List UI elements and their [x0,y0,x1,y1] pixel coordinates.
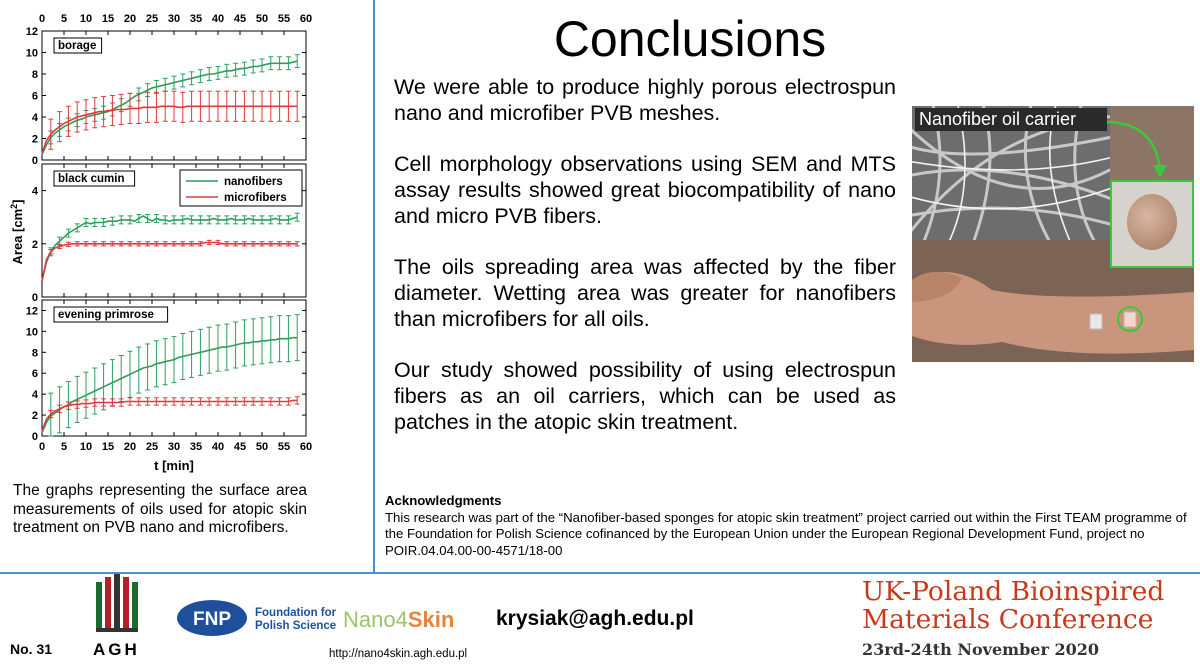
y-axis-label-sup: 2 [9,203,19,209]
y-tick-label: 4 [31,389,38,402]
x-tick-label-top: 30 [167,13,181,25]
x-tick-label-bottom: 20 [123,441,137,453]
x-tick-label-top: 0 [38,13,46,25]
y-tick-label: 4 [31,185,38,198]
fnp-logo-icon [176,598,249,638]
panel-label: black cumin [58,173,125,185]
photo-label: Nanofiber oil carrier [915,108,1107,131]
area-vs-time-charts [0,0,372,480]
y-tick-label: 10 [25,47,38,60]
x-tick-label-bottom: 10 [79,441,93,453]
panel-label: borage [58,40,97,52]
series-line-nanofibers [42,61,297,155]
x-tick-label-top: 25 [145,13,159,25]
x-tick-label-bottom: 30 [167,441,181,453]
conference-name [862,578,1197,634]
fnp-name-line2: Polish Science [255,620,337,632]
y-tick-label: 0 [31,431,38,443]
y-tick-label: 8 [31,69,38,81]
y-tick-label: 2 [31,133,38,146]
fnp-name-line1: Foundation for [255,607,337,619]
acknowledgments [385,493,1190,559]
droplet-inset [1110,180,1194,268]
x-tick-label-bottom: 0 [38,441,46,453]
y-tick-label: 4 [31,112,38,124]
x-tick-label-top: 35 [189,13,203,25]
y-tick-label: 6 [31,368,38,381]
conclusion-paragraph-3: The oils spreading area was affected by the fiber diameter. Wetting area was greater for nanofibers than microfibers for all oils. [394,255,896,331]
y-tick-label: 2 [31,238,38,251]
sem-image [912,106,1110,240]
slide-title: Conclusions [553,11,827,67]
nano4skin-part2: Skin [407,607,455,632]
x-tick-label-top: 15 [101,13,115,25]
series-line-microfibers [42,243,297,282]
y-axis-label-main: Area [cm [10,208,25,265]
conclusions-text [394,74,896,460]
x-tick-label-top: 55 [277,13,291,25]
x-tick-label-bottom: 50 [255,441,269,453]
chart-caption: The graphs representing the surface area measurements of oils used for atopic skin treatment on PVB nano and microfibers. [13,482,307,536]
fnp-name [255,607,336,633]
agh-logo-text: AGH [93,640,140,659]
conference-date: 23rd-24th November 2020 [862,640,1099,659]
acknowledgments-text: This research was part of the “Nanofiber-based sponges for atopic skin treatment” project carried out within the First TEAM programme of the Foundation for Polish Science cofinanced by the European Union under the European Regional Development Fund, project no POIR.04.04.00-00-4571/18-00 [385,509,1187,558]
y-tick-label: 10 [25,326,38,339]
oil-droplet [1127,194,1177,250]
conference-line2: Materials Conference [862,604,1154,635]
poster-number: No. 31 [10,641,53,657]
conference-line1: UK-Poland Bioinspired [862,576,1165,607]
project-url[interactable]: http://nano4skin.agh.edu.pl [329,648,468,660]
series-line-nanofibers [42,216,297,281]
footer-divider [0,572,1200,574]
x-tick-label-top: 45 [233,13,247,25]
series-line-microfibers [42,106,297,153]
series-line-nanofibers [42,338,297,433]
y-tick-label: 2 [31,410,38,423]
y-tick-label: 12 [25,305,38,318]
x-tick-label-bottom: 35 [189,441,203,453]
fnp-logo-text: FNP [193,609,231,630]
y-axis-label-end: ] [10,199,25,204]
legend-label-microfibers: microfibers [224,192,287,204]
conclusion-paragraph-2: Cell morphology observations using SEM and MTS assay results showed great biocompatibility of nano and micro PVB fibers. [394,152,896,228]
contact-email[interactable]: krysiak@agh.edu.pl [496,607,694,630]
vertical-divider [373,0,375,572]
x-tick-label-bottom: 55 [277,441,291,453]
nano4skin-part1: Nano4 [343,607,408,632]
series-line-microfibers [42,400,297,430]
x-tick-label-top: 10 [79,13,93,25]
x-tick-label-bottom: 15 [101,441,115,453]
y-tick-label: 12 [25,26,38,38]
x-tick-label-bottom: 5 [60,441,68,453]
x-tick-label-top: 20 [123,13,137,25]
green-arrow-icon [1100,110,1170,185]
x-tick-label-top: 50 [255,13,269,25]
acknowledgments-title: Acknowledgments [385,493,502,508]
y-tick-label: 0 [31,292,38,304]
x-tick-label-bottom: 45 [233,441,247,453]
panel-label: evening primrose [58,309,154,321]
x-tick-label-top: 5 [60,13,68,25]
x-tick-label-bottom: 25 [145,441,159,453]
x-tick-label-top: 40 [211,13,225,25]
x-tick-label-bottom: 40 [211,441,225,453]
legend-label-nanofibers: nanofibers [224,176,283,188]
conclusion-paragraph-4: Our study showed possibility of using electrospun fibers as an oil carriers, which can be used as patches in the atopic skin treatment. [394,358,896,434]
y-tick-label: 0 [31,155,38,167]
y-axis-label [9,200,25,265]
x-axis-label: t [min] [154,458,194,473]
nano4skin-logo [343,607,454,633]
y-tick-label: 8 [31,347,38,360]
x-tick-label-top: 60 [299,13,313,25]
conclusion-paragraph-1: We were able to produce highly porous electrospun nano and microfiber PVB meshes. [394,75,896,125]
y-tick-label: 6 [31,90,38,103]
x-tick-label-bottom: 60 [299,441,313,453]
